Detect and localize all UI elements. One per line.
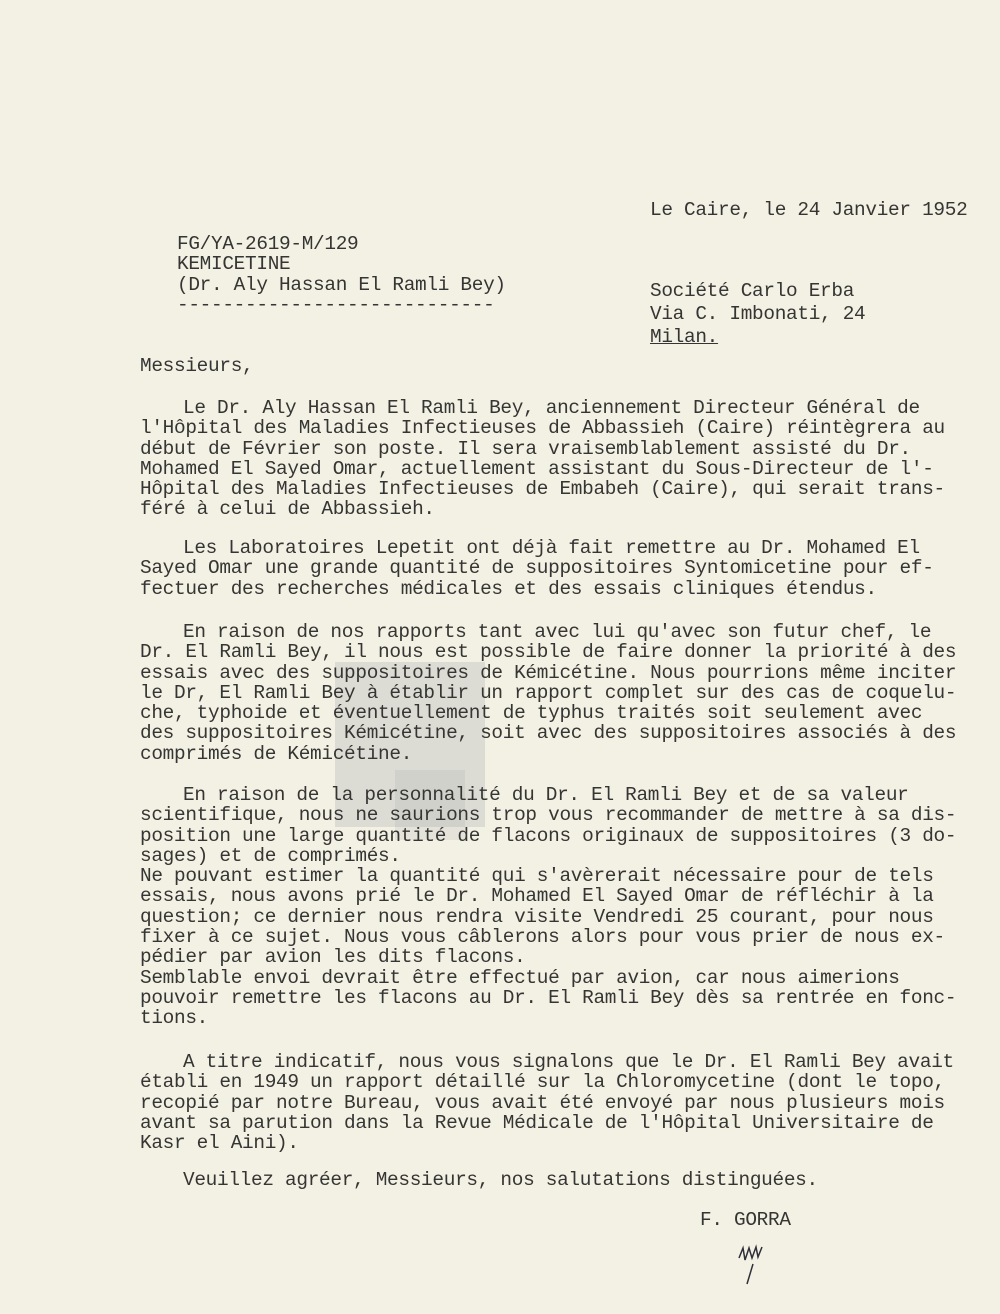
reference-rule: ---------------------------- bbox=[177, 293, 495, 316]
text-line: Les Laboratoires Lepetit ont déjà fait remettre au Dr. Mohamed El bbox=[183, 537, 920, 559]
text-line: pédier par avion les dits flacons. bbox=[140, 946, 526, 969]
text-line: début de Février son poste. Il sera vraisemblablement assisté du Dr. bbox=[140, 437, 911, 460]
text-line: sages) et de comprimés. bbox=[140, 844, 401, 867]
salutation: Messieurs, bbox=[140, 355, 254, 377]
text-line: avant sa parution dans la Revue Médicale de l'Hôpital Universitaire de bbox=[140, 1111, 934, 1134]
text-line: recopié par notre Bureau, vous avait été envoyé par nous plusieurs mois bbox=[140, 1091, 945, 1114]
text-line: Sayed Omar une grande quantité de suppositoires Syntomicetine pour ef- bbox=[140, 557, 934, 580]
text-line: essais, nous avons prié le Dr. Mohamed El Sayed Omar de réfléchir à la bbox=[140, 885, 934, 908]
text-line: l'Hôpital des Maladies Infectieuses de Abbassieh (Caire) réintègrera au bbox=[140, 417, 945, 440]
text-line: tions. bbox=[140, 1007, 209, 1030]
text-line: che, typhoide et éventuellement de typhus traités soit seulement avec bbox=[140, 702, 923, 725]
recipient-city: Milan. bbox=[650, 326, 719, 348]
text-line: des suppositoires Kémicétine, soit avec des suppositoires associés à des bbox=[140, 722, 957, 745]
reference-block bbox=[177, 234, 506, 315]
text-line: fectuer des recherches médicales et des essais cliniques étendus. bbox=[140, 577, 877, 600]
text-line: Le Dr. Aly Hassan El Ramli Bey, anciennement Directeur Général de bbox=[183, 397, 920, 419]
paragraph bbox=[140, 785, 956, 1029]
recipient-street: Via C. Imbonati, 24 bbox=[650, 303, 866, 325]
text-line: Ne pouvant estimer la quantité qui s'avèrerait nécessaire pour de tels bbox=[140, 865, 934, 888]
closing: Veuillez agréer, Messieurs, nos salutations distinguées. bbox=[183, 1169, 818, 1191]
paragraph bbox=[140, 1052, 954, 1153]
recipient-company: Société Carlo Erba bbox=[650, 280, 855, 302]
text-line: En raison de la personnalité du Dr. El Ramli Bey et de sa valeur bbox=[183, 784, 909, 806]
paragraph bbox=[140, 538, 934, 599]
paragraph bbox=[140, 622, 956, 764]
text-line: En raison de nos rapports tant avec lui qu'avec son futur chef, le bbox=[183, 621, 932, 643]
text-line: question; ce dernier nous rendra visite Vendredi 25 courant, pour nous bbox=[140, 905, 934, 928]
text-line: le Dr, El Ramli Bey à établir un rapport complet sur des cas de coquelu- bbox=[140, 681, 957, 704]
text-line: pouvoir remettre les flacons au Dr. El Ramli Bey dès sa rentrée en fonc- bbox=[140, 986, 957, 1009]
text-line: A titre indicatif, nous vous signalons que le Dr. El Ramli Bey avait bbox=[183, 1051, 954, 1073]
text-line: féré à celui de Abbassieh. bbox=[140, 498, 435, 521]
paragraph bbox=[140, 398, 945, 520]
text-line: position une large quantité de flacons originaux de suppositoires (3 do- bbox=[140, 824, 957, 847]
recipient-address bbox=[650, 280, 865, 349]
reference-person: (Dr. Aly Hassan El Ramli Bey) bbox=[177, 273, 506, 296]
text-line: Kasr el Aini). bbox=[140, 1132, 299, 1155]
reference-number: FG/YA-2619-M/129 bbox=[177, 233, 359, 255]
letter-date: Le Caire, le 24 Janvier 1952 bbox=[650, 199, 968, 221]
text-line: scientifique, nous ne saurions trop vous recommander de mettre à sa dis- bbox=[140, 804, 957, 827]
reference-product: KEMICETINE bbox=[177, 253, 291, 276]
handwritten-signature bbox=[735, 1236, 775, 1286]
signatory: F. GORRA bbox=[700, 1209, 791, 1231]
text-line: Dr. El Ramli Bey, il nous est possible de faire donner la priorité à des bbox=[140, 641, 957, 664]
text-line: fixer à ce sujet. Nous vous câblerons alors pour vous prier de nous ex- bbox=[140, 926, 945, 949]
text-line: établi en 1949 un rapport détaillé sur la Chloromycetine (dont le topo, bbox=[140, 1071, 945, 1094]
text-line: Semblable envoi devrait être effectué par avion, car nous aimerions bbox=[140, 966, 900, 989]
text-line: Mohamed El Sayed Omar, actuellement assistant du Sous-Directeur de l'- bbox=[140, 457, 934, 480]
text-line: comprimés de Kémicétine. bbox=[140, 742, 413, 765]
text-line: essais avec des suppositoires de Kémicétine. Nous pourrions même inciter bbox=[140, 661, 957, 684]
text-line: Hôpital des Maladies Infectieuses de Embabeh (Caire), qui serait trans- bbox=[140, 478, 945, 501]
